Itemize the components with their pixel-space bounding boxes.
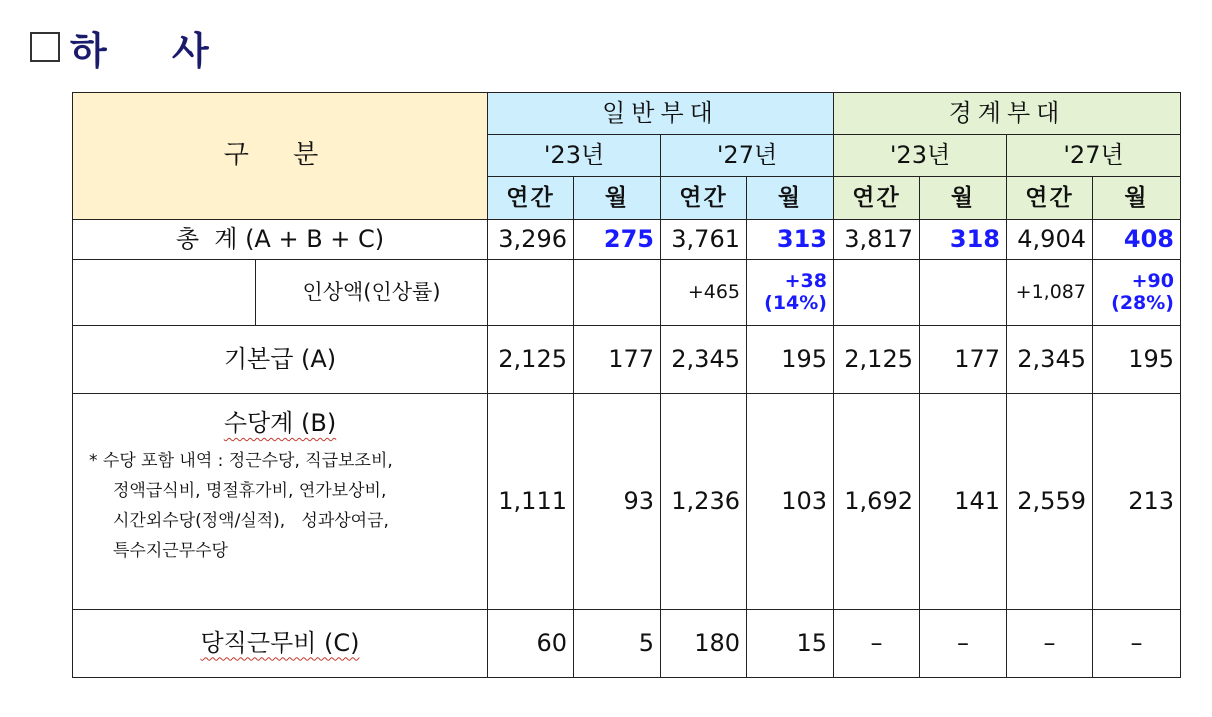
duty-cell: – (834, 610, 920, 678)
allowance-title: 수당계 (B) (223, 409, 337, 437)
row-label-allowance-cell (73, 394, 488, 610)
header-group-general: 일반부대 (488, 93, 834, 135)
allowance-cell: 93 (574, 394, 661, 610)
row-label-duty: 당직근무비 (C) (200, 628, 360, 657)
section-title (30, 22, 235, 72)
table-row-duty (73, 610, 1181, 678)
checkbox-square-icon (30, 32, 60, 62)
duty-cell: 15 (747, 610, 834, 678)
basic-cell: 2,345 (1007, 326, 1093, 394)
duty-cell: – (1007, 610, 1093, 678)
total-cell: 3,761 (661, 220, 747, 260)
row-label-allowance (79, 410, 481, 438)
salary-table (72, 92, 1181, 678)
duty-cell: 5 (574, 610, 661, 678)
total-cell: 275 (574, 220, 661, 260)
increase-amount: +38 (784, 269, 827, 292)
header-year: '23년 (488, 135, 661, 177)
duty-cell: – (1093, 610, 1181, 678)
total-cell: 318 (920, 220, 1007, 260)
row-label-duty-cell (73, 610, 488, 678)
allowance-cell: 1,692 (834, 394, 920, 610)
allowance-note-line: 특수지근무수당 (113, 540, 228, 561)
basic-cell: 195 (1093, 326, 1181, 394)
basic-cell: 177 (920, 326, 1007, 394)
header-col: 월 (574, 177, 661, 220)
increase-cell: +1,087 (1007, 260, 1093, 326)
table-row-total (73, 220, 1181, 260)
increase-cell (920, 260, 1007, 326)
total-cell: 3,817 (834, 220, 920, 260)
increase-cell (574, 260, 661, 326)
allowance-note-line: * 수당 포함 내역 : 정근수당, 직급보조비, (89, 450, 393, 471)
allowance-cell: 1,236 (661, 394, 747, 610)
empty-cell (73, 260, 256, 326)
total-cell: 408 (1093, 220, 1181, 260)
header-col: 연간 (488, 177, 574, 220)
duty-cell: – (920, 610, 1007, 678)
row-label-increase: 인상액(인상률) (256, 260, 488, 326)
increase-cell: +465 (661, 260, 747, 326)
increase-amount: +90 (1131, 269, 1174, 292)
allowance-cell: 213 (1093, 394, 1181, 610)
header-col: 월 (747, 177, 834, 220)
table-row-allowance (73, 394, 1181, 610)
section-title-text: 하 사 (70, 28, 235, 73)
header-col: 월 (920, 177, 1007, 220)
allowance-note-line: 정액급식비, 명절휴가비, 연가보상비, (113, 480, 387, 501)
table-row-increase (73, 260, 1181, 326)
increase-rate: (28%) (1111, 291, 1174, 314)
basic-cell: 2,345 (661, 326, 747, 394)
header-col: 월 (1093, 177, 1181, 220)
total-cell: 4,904 (1007, 220, 1093, 260)
total-cell: 313 (747, 220, 834, 260)
allowance-cell: 2,559 (1007, 394, 1093, 610)
header-year: '27년 (1007, 135, 1181, 177)
duty-cell: 60 (488, 610, 574, 678)
increase-cell (747, 260, 834, 326)
header-gubun: 구 분 (73, 93, 488, 220)
row-label-total: 총 계 (A + B + C) (73, 220, 488, 260)
duty-cell: 180 (661, 610, 747, 678)
basic-cell: 2,125 (488, 326, 574, 394)
allowance-cell: 103 (747, 394, 834, 610)
increase-cell (1093, 260, 1181, 326)
increase-cell (834, 260, 920, 326)
increase-cell (488, 260, 574, 326)
header-col: 연간 (834, 177, 920, 220)
basic-cell: 195 (747, 326, 834, 394)
header-col: 연간 (1007, 177, 1093, 220)
basic-cell: 2,125 (834, 326, 920, 394)
basic-cell: 177 (574, 326, 661, 394)
header-year: '23년 (834, 135, 1007, 177)
header-year: '27년 (661, 135, 834, 177)
header-col: 연간 (661, 177, 747, 220)
total-cell: 3,296 (488, 220, 574, 260)
table-row-basic (73, 326, 1181, 394)
header-group-guard: 경계부대 (834, 93, 1181, 135)
increase-rate: (14%) (764, 291, 827, 314)
row-label-basic: 기본급 (A) (73, 326, 488, 394)
allowance-note-line: 시간외수당(정액/실적), 성과상여금, (113, 510, 389, 531)
allowance-cell: 141 (920, 394, 1007, 610)
allowance-cell: 1,111 (488, 394, 574, 610)
